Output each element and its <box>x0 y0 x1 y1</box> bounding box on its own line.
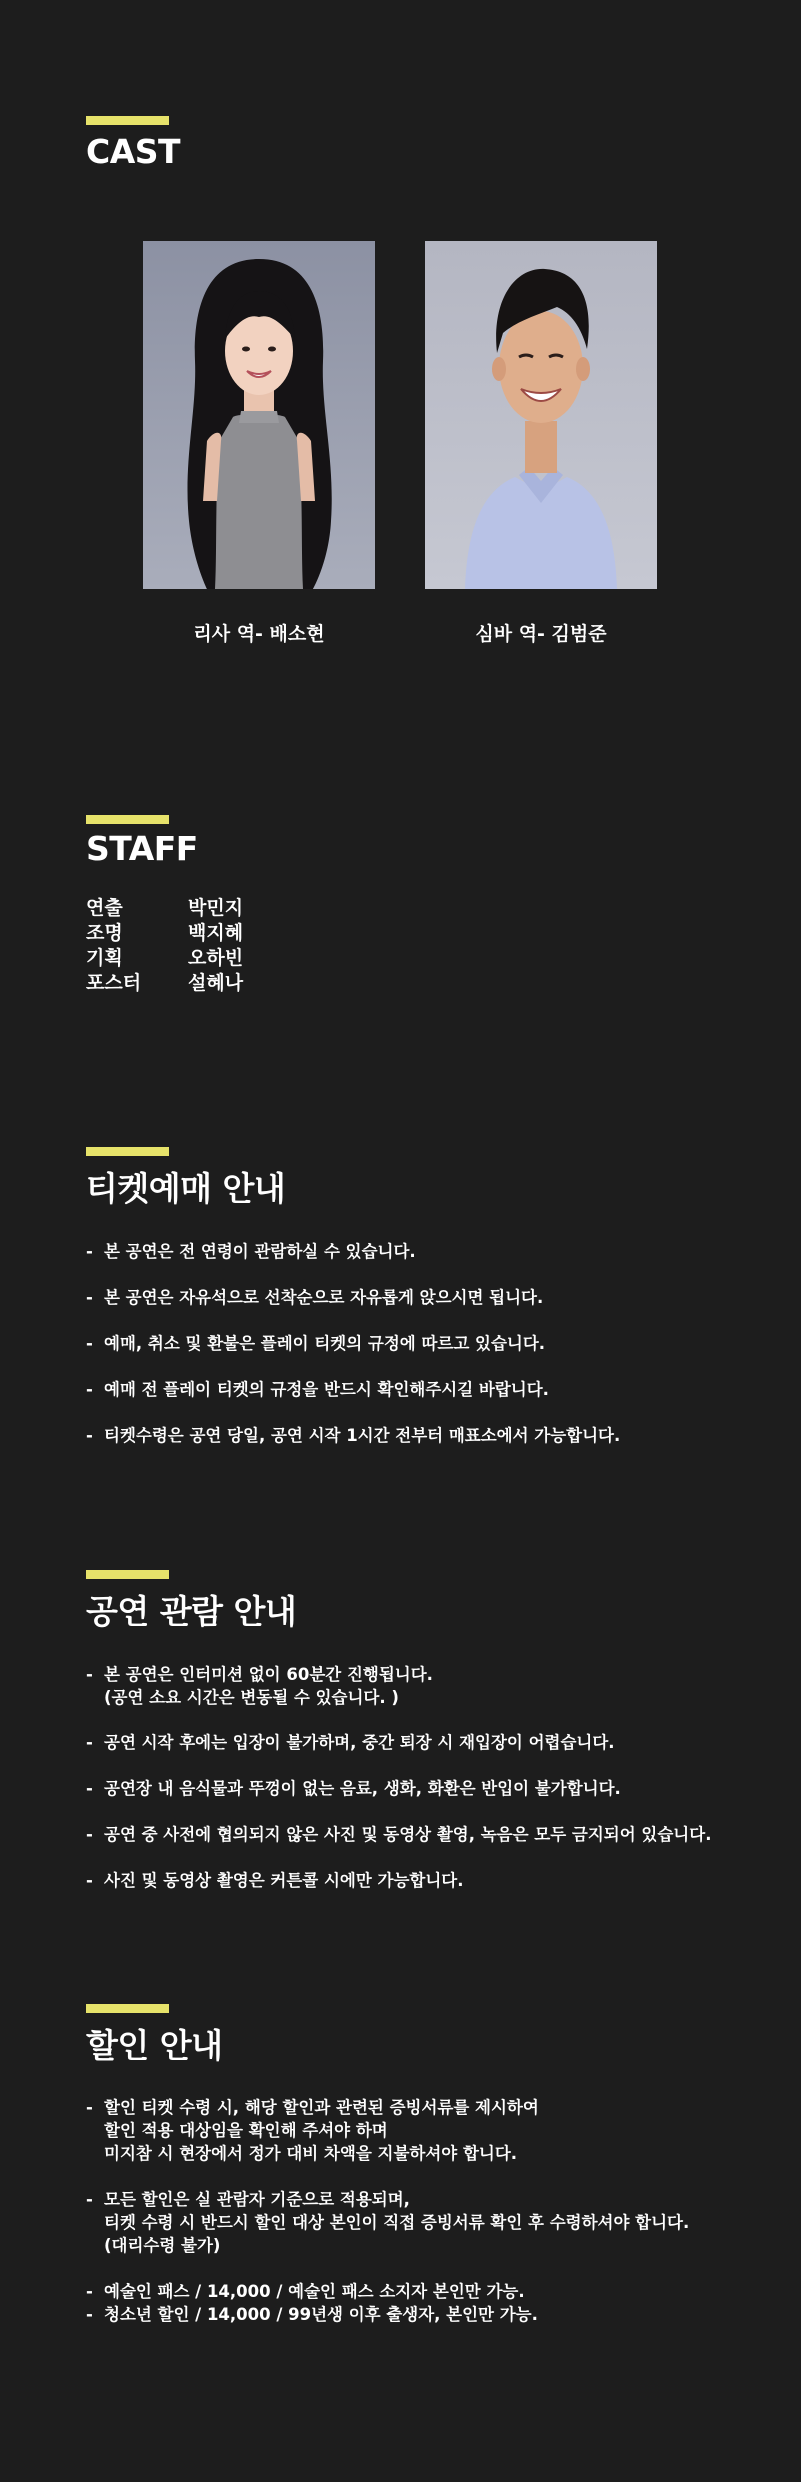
ticket-accent-bar <box>86 1147 169 1156</box>
viewing-accent-bar <box>86 1570 169 1579</box>
staff-row <box>86 921 243 946</box>
staff-row <box>86 946 243 971</box>
list-item: - 본 공연은 전 연령이 관람하실 수 있습니다. <box>86 1242 416 1261</box>
staff-member: 설혜나 <box>188 972 244 994</box>
staff-row <box>86 896 243 921</box>
staff-row <box>86 971 243 996</box>
list-item-text: 본 공연은 전 연령이 관람하실 수 있습니다. <box>104 1242 416 1261</box>
staff-role: 기획 <box>86 947 123 969</box>
staff-list <box>86 896 243 996</box>
list-item-text: 사진 및 동영상 촬영은 커튼콜 시에만 가능합니다. <box>104 1871 464 1890</box>
list-item: - 공연 중 사전에 협의되지 않은 사진 및 동영상 촬영, 녹음은 모두 금지되어 있습니다. <box>86 1825 712 1844</box>
list-item-text: 공연장 내 음식물과 뚜껑이 없는 음료, 생화, 화환은 반입이 불가합니다. <box>104 1779 621 1798</box>
list-item-text: 예매, 취소 및 환불은 플레이 티켓의 규정에 따르고 있습니다. <box>104 1334 546 1353</box>
list-item: - 예술인 패스 / 14,000 / 예술인 패스 소지자 본인만 가능. <box>86 2282 525 2301</box>
staff-member: 박민지 <box>188 897 244 919</box>
staff-member: 오하빈 <box>188 947 244 969</box>
list-item: - 본 공연은 인터미션 없이 60분간 진행됩니다. (공연 소요 시간은 변동될 수 있습니다. ) <box>86 1665 433 1707</box>
discount-title: 할인 안내 <box>86 2026 223 2065</box>
viewing-title: 공연 관람 안내 <box>86 1592 297 1631</box>
list-item: - 예매, 취소 및 환불은 플레이 티켓의 규정에 따르고 있습니다. <box>86 1334 546 1353</box>
list-item: - 예매 전 플레이 티켓의 규정을 반드시 확인해주시길 바랍니다. <box>86 1380 549 1399</box>
list-item: - 할인 티켓 수령 시, 해당 할인과 관련된 증빙서류를 제시하여 할인 적용 대상임을 확인해 주셔야 하며 미지참 시 현장에서 정가 대비 차액을 지불하셔야 합니다. <box>86 2098 539 2163</box>
staff-role: 포스터 <box>86 972 142 994</box>
cast-name-simba: 심바 역- 김범준 <box>475 623 607 645</box>
staff-title: STAFF <box>86 829 198 868</box>
staff-role: 연출 <box>86 897 123 919</box>
list-item-text: 티켓수령은 공연 당일, 공연 시작 1시간 전부터 매표소에서 가능합니다. <box>104 1426 621 1445</box>
list-item: - 청소년 할인 / 14,000 / 99년생 이후 출생자, 본인만 가능. <box>86 2305 538 2324</box>
list-item: - 본 공연은 자유석으로 선착순으로 자유롭게 앉으시면 됩니다. <box>86 1288 544 1307</box>
list-item: - 티켓수령은 공연 당일, 공연 시작 1시간 전부터 매표소에서 가능합니다. <box>86 1426 621 1445</box>
staff-accent-bar <box>86 815 169 824</box>
list-item-text: 모든 할인은 실 관람자 기준으로 적용되며, 티켓 수령 시 반드시 할인 대상 본인이 직접 증빙서류 확인 후 수령하셔야 합니다. (대리수령 불가) <box>104 2190 690 2255</box>
staff-member: 백지혜 <box>188 922 244 944</box>
list-item: - 공연장 내 음식물과 뚜껑이 없는 음료, 생화, 화환은 반입이 불가합니다. <box>86 1779 621 1798</box>
list-item-text: 공연 중 사전에 협의되지 않은 사진 및 동영상 촬영, 녹음은 모두 금지되어 있습니다. <box>104 1825 712 1844</box>
list-item-text: 예매 전 플레이 티켓의 규정을 반드시 확인해주시길 바랍니다. <box>104 1380 549 1399</box>
staff-role: 조명 <box>86 922 123 944</box>
list-item-text: 청소년 할인 / 14,000 / 99년생 이후 출생자, 본인만 가능. <box>104 2305 538 2324</box>
list-item-text: 예술인 패스 / 14,000 / 예술인 패스 소지자 본인만 가능. <box>104 2282 525 2301</box>
cast-title: CAST <box>86 132 181 171</box>
list-item-text: 할인 티켓 수령 시, 해당 할인과 관련된 증빙서류를 제시하여 할인 적용 대상임을 확인해 주셔야 하며 미지참 시 현장에서 정가 대비 차액을 지불하셔야 합니다. <box>104 2098 539 2163</box>
list-item-text: 공연 시작 후에는 입장이 불가하며, 중간 퇴장 시 재입장이 어렵습니다. <box>104 1733 615 1752</box>
cast-photo-simba <box>425 241 657 589</box>
list-item: - 모든 할인은 실 관람자 기준으로 적용되며, 티켓 수령 시 반드시 할인 대상 본인이 직접 증빙서류 확인 후 수령하셔야 합니다. (대리수령 불가) <box>86 2190 690 2255</box>
list-item: - 사진 및 동영상 촬영은 커튼콜 시에만 가능합니다. <box>86 1871 464 1890</box>
discount-accent-bar <box>86 2004 169 2013</box>
cast-photo-lisa <box>143 241 375 589</box>
list-item: - 공연 시작 후에는 입장이 불가하며, 중간 퇴장 시 재입장이 어렵습니다. <box>86 1733 615 1752</box>
ticket-title: 티켓예매 안내 <box>86 1169 286 1208</box>
cast-accent-bar <box>86 116 169 125</box>
list-item-text: 본 공연은 자유석으로 선착순으로 자유롭게 앉으시면 됩니다. <box>104 1288 544 1307</box>
list-item-text: 본 공연은 인터미션 없이 60분간 진행됩니다. (공연 소요 시간은 변동될 수 있습니다. ) <box>104 1665 433 1707</box>
cast-name-lisa: 리사 역- 배소현 <box>193 623 325 645</box>
